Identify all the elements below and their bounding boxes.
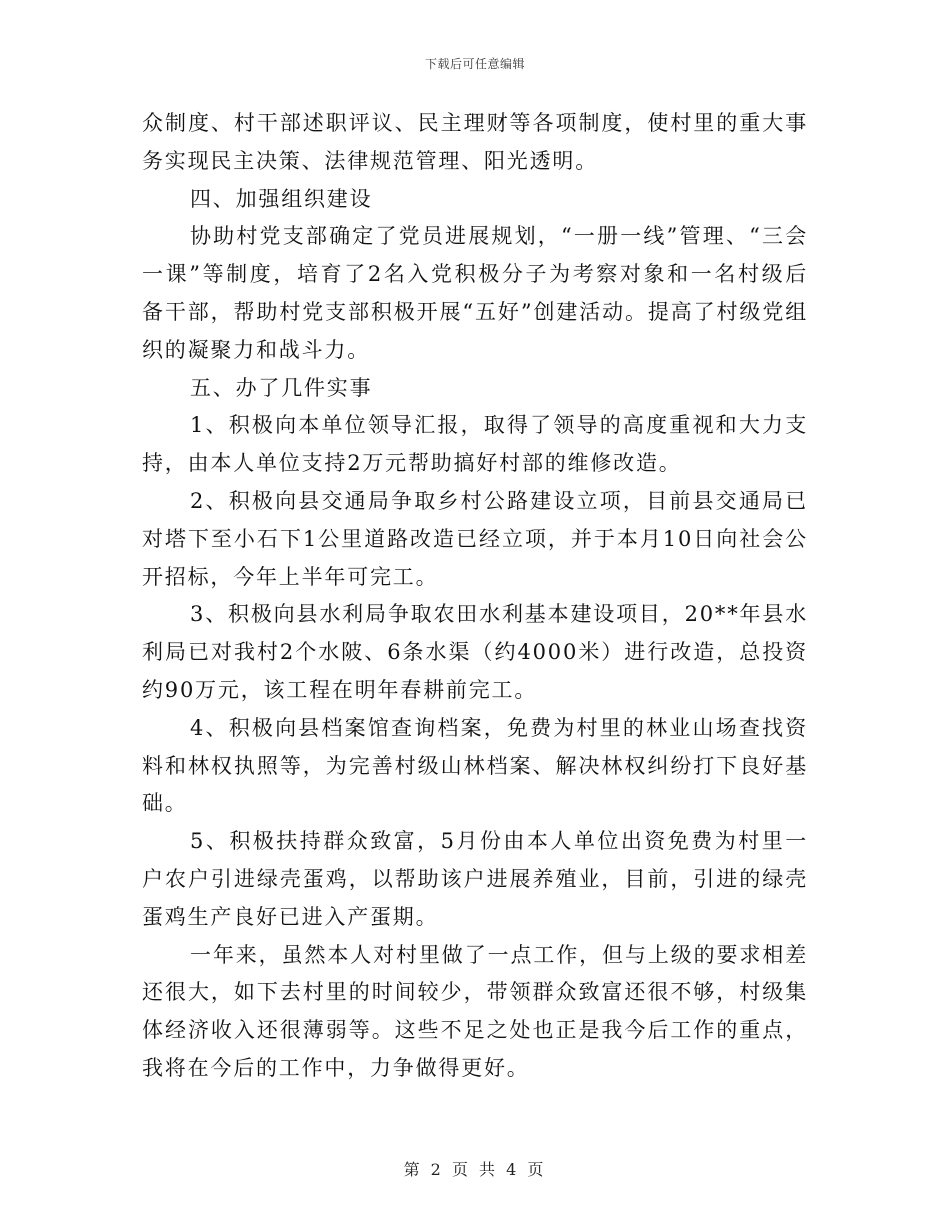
paragraph-item-3: 3、积极向县水利局争取农田水利基本建设项目，20**年县水利局已对我村2个水陂、6条水渠（约4000米）进行改造，总投资约90万元，该工程在明年春耕前完工。 (142, 602, 808, 702)
page-number: 第 2 页 共 4 页 (403, 1160, 547, 1179)
paragraph-item-4: 4、积极向县档案馆查询档案，免费为村里的林业山场查找资料和林权执照等，为完善村级山林档案、解决林权纠纷打下良好基础。 (142, 715, 808, 816)
paragraph-item-2: 2、积极向县交通局争取乡村公路建设立项，目前县交通局已对塔下至小石下1公里道路改造已经立项，并于本月10日向社会公开招标，今年上半年可完工。 (142, 488, 808, 589)
paragraph-item-5: 5、积极扶持群众致富，5月份由本人单位出资免费为村里一户农户引进绿壳蛋鸡，以帮助该户进展养殖业，目前，引进的绿壳蛋鸡生产良好已进入产蛋期。 (142, 829, 808, 929)
document-body (142, 105, 808, 1088)
paragraph-conclusion: 一年来，虽然本人对村里做了一点工作，但与上级的要求相差还很大，如下去村里的时间较少，带领群众致富还很不够，村级集体经济收入还很薄弱等。这些不足之处也正是我今后工作的重点，我将在今后的工作中，力争做得更好。 (142, 942, 808, 1080)
paragraph-organization: 协助村党支部确定了党员进展规划，“一册一线”管理、“三会一课”等制度，培育了2名入党积极分子为考察对象和一名村级后备干部，帮助村党支部积极开展“五好”创建活动。提高了村级党组织的凝聚力和战斗力。 (142, 224, 808, 362)
paragraph-continuation: 众制度、村干部述职评议、民主理财等各项制度，使村里的重大事务实现民主决策、法律规范管理、阳光透明。 (142, 111, 808, 173)
section-heading-organization: 四、加强组织建设 (190, 186, 373, 211)
paragraph-item-1: 1、积极向本单位领导汇报，取得了领导的高度重视和大力支持，由本人单位支持2万元帮助搞好村部的维修改造。 (142, 413, 808, 476)
section-heading-practical-matters: 五、办了几件实事 (190, 375, 373, 400)
page-header-note: 下载后可任意编辑 (424, 57, 525, 71)
